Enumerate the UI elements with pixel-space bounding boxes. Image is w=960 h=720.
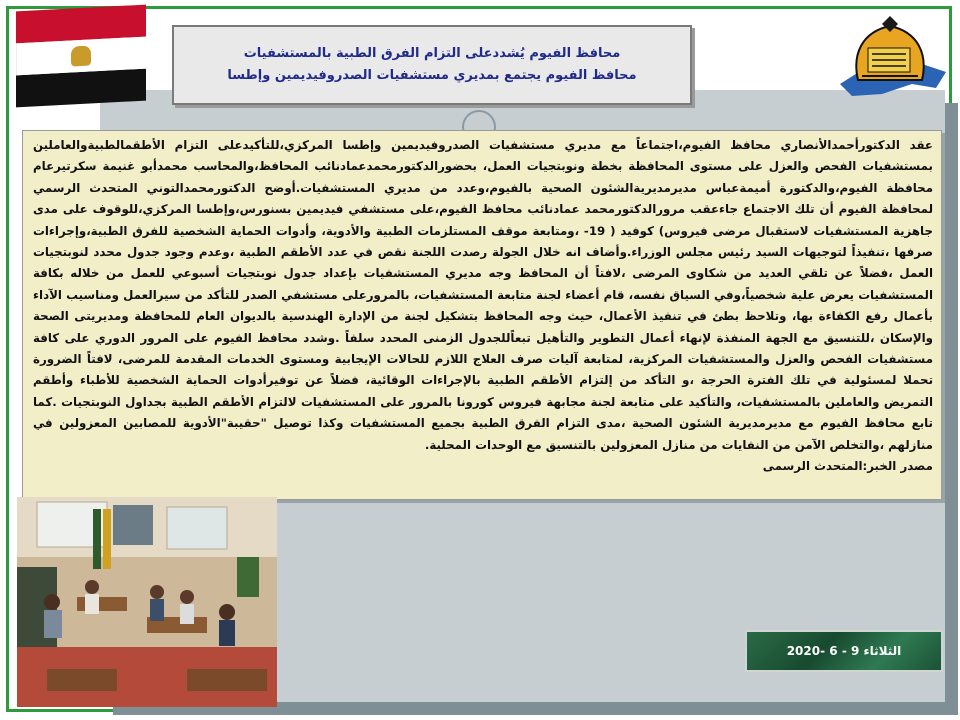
meeting-photo [17, 497, 277, 707]
date-text: الثلاثاء 9 - 6 -2020 [786, 644, 902, 658]
article-source: مصدر الخبر:المتحدث الرسمى [762, 459, 933, 474]
date-badge [745, 630, 943, 672]
header-headline: محافظ الفيوم يُشددعلى التزام الفرق الطبية بالمستشفيات [243, 46, 621, 61]
news-header [172, 25, 692, 105]
header-subheadline: محافظ الفيوم يجتمع بمديري مستشفيات الصدروفيديمين وإطسا [227, 68, 637, 83]
article-paragraph: عقد الدكتورأحمدالأنصاري محافظ الفيوم،اجتماعاً مع مديري مستشفيات الصدروفيديمين وإطسا المركزي،للتأكيدعلى التزام الأطقمالطبيةوالعاملين بمستشفيات الفحص والعزل على مستوى المحافظة بخطة ونوبتجيات العمل، بحضورالدكتورمحمدعمادنائب المحافظ،والمحاسب محمدأبو غنيمة سكرتيرعام محافظة الفيوم،والدكتورة أميمةعباس مديرمديريةالشئون الصحية بالفيوم،وعدد من مديري المستشفيات.أوضح الدكتورمحمدالتوني المتحدث الرسمي لمحافظة الفيوم أن تلك الاجتماع جاءعقب مرورالدكتورمحمد عمادنائب محافظ الفيوم،على مستشفي فيديمين بسنورس،وإطسا المركزي،للوقوف على مدى جاهزية المستشفيات لاستقبال مرضى فيروس) كوفيد ( 19- ،ومتابعة موقف المستلزمات الطبية والأدوية، وأدوات الحماية الشخصية للفرق الطبية،وإجراءات صرفها ،تنفيذاً لتوجيهات السيد رئيس مجلس الوزراء.وأضاف انه خلال الجولة رصدت اللجنة نقص في عدد الأطقم الطبية ،وعدم وجود جدول محدد لنوبتجيات العمل ،فضلاً عن تلقي العديد من شكاوى المرضى ،لافتاً أن المحافظ وجه مديري المستشفيات بإعداد جدول نوبتجيات أسبوعي للعمل من خلاله بكافة المستشفيات يعرض علية شخصياً،وفي السياق نفسه، قام أعضاء لجنة متابعة المستشفيات، بالمرورعلى مستشفي الصدر للتأكد من سيرالعمل ومناسيب الآداء بأعمال رفع الكفاءة بها، وتلاحظ بطئ في تنفيذ الأعمال، حيث وجه المحافظ بتشكيل لجنة من الإدارة الهندسية بالديوان العام للمحافظة ومديريتى الصحة والإسكان ،للتنسيق مع الجهة المنفذة لإنهاء أعمال التطوير والتأهيل تبعاًللجدول الزمنى المحدد سلفاً .وشدد محافظ الفيوم على المرور الدوري على كافة مستشفيات الفحص والعزل والمستشفيات المركزية، لمتابعة آليات صرف العلاج اللازم للحالات الإيجابية ومستوى الخدمات المقدمة للمرضى، لافتاً الضرورة تحملا لمسئولية في تلك الفترة الحرجة ،و التأكد من إلتزام الأطقم الطبية بالإجراءات الوقائية، فضلاً عن توفيرأدوات الحماية الشخصية للأطباء وأطقم التمريض والعاملين بالمستشفيات، والتأكيد على متابعة لجنة مجابهة فيروس كورونا بالمرور على المستشفيات لالتزام الأطقم الطبية بجداول النوبتجيات .كما تابع محافظ الفيوم مع مديرمديرية الشئون الصحية ،مدى التزام الفرق الطبية بجميع المستشفيات وكذا توصيل "حقيبة"الأدوية للمصابين المعزولين في منازلهم ،والتخلص الآمن من النفايات من منازل المعزولين بالتنسيق مع الوحدات المحلية. [33, 138, 933, 452]
article-body [22, 130, 942, 500]
fayoum-governorate-logo-icon [832, 14, 950, 110]
egypt-flag-icon [16, 5, 146, 108]
